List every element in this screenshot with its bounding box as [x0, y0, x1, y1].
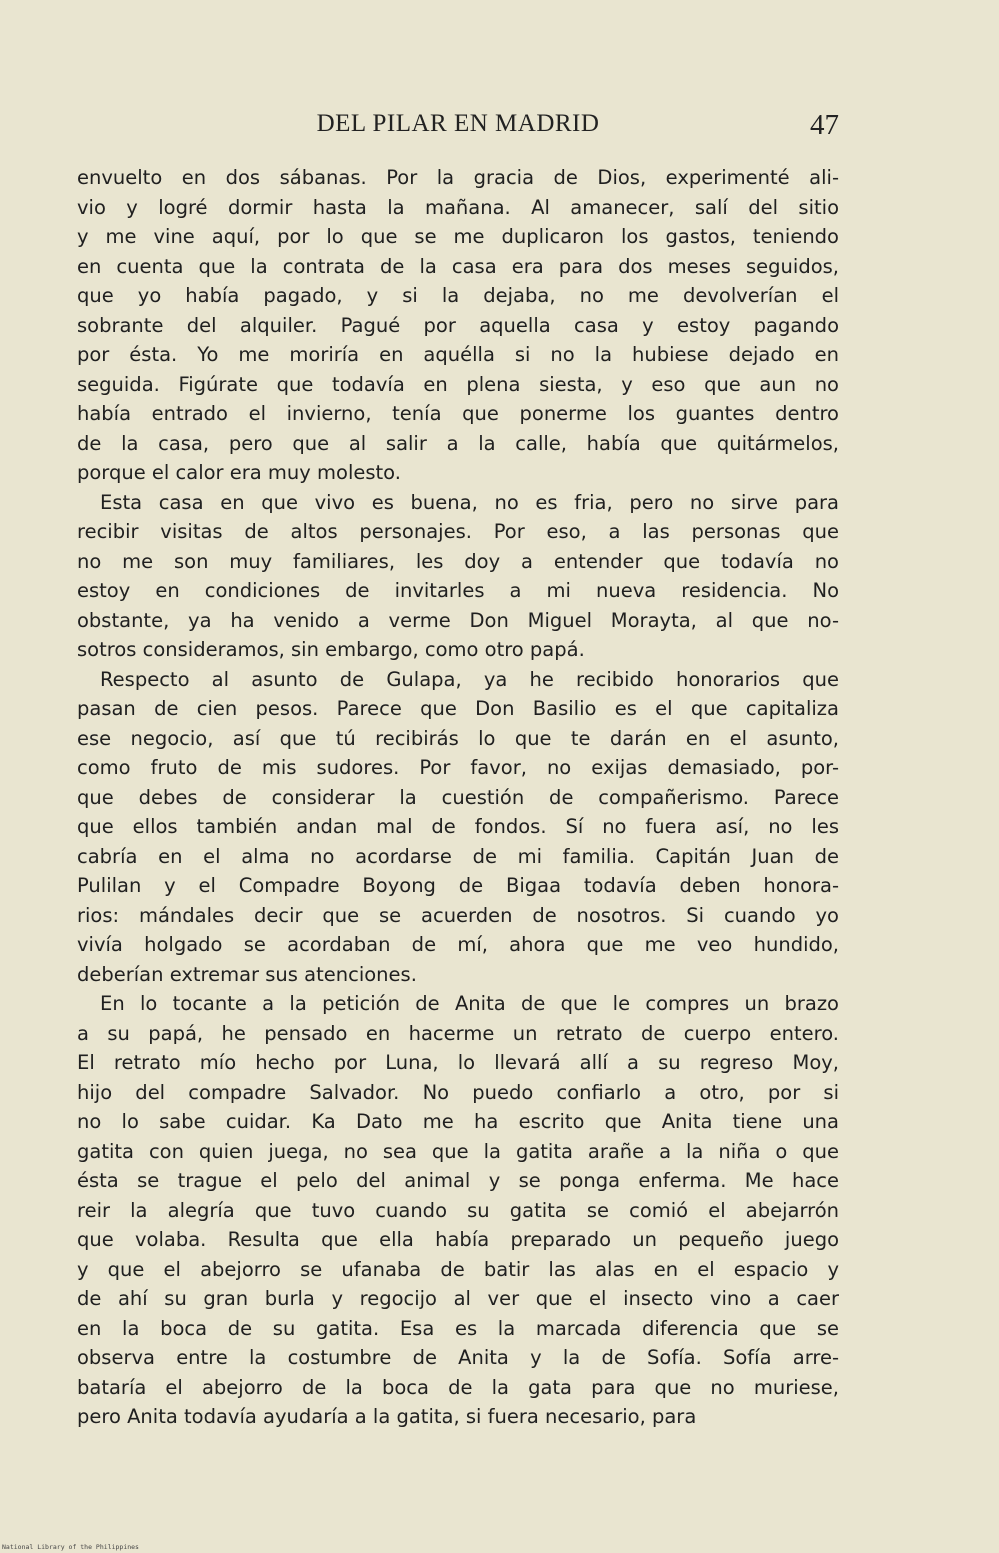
- page-header: [77, 104, 839, 144]
- text-line: Pulilan y el Compadre Boyong de Bigaa todavía deben honora-: [77, 874, 839, 897]
- text-line: no lo sabe cuidar. Ka Dato me ha escrito que Anita tiene una: [77, 1110, 839, 1133]
- text-line: obstante, ya ha venido a verme Don Miguel Morayta, al que no-: [77, 608, 839, 632]
- text-line: sobrante del alquiler. Pagué por aquella casa y estoy pagando: [77, 313, 839, 337]
- text-line: y que el abejorro se ufanaba de batir las alas en el espacio y: [77, 1257, 839, 1281]
- text-line: Esta casa en que vivo es buena, no es fria, pero no sirve para: [100, 490, 839, 514]
- text-line: bataría el abejorro de la boca de la gata para que no muriese,: [77, 1375, 839, 1399]
- text-line: ésta se trague el pelo del animal y se ponga enferma. Me hace: [77, 1169, 839, 1192]
- text-line: seguida. Figúrate que todavía en plena siesta, y eso que aun no: [77, 372, 839, 396]
- text-line: a su papá, he pensado en hacerme un retrato de cuerpo entero.: [77, 1021, 839, 1045]
- text-line: vivía holgado se acordaban de mí, ahora que me veo hundido,: [77, 933, 839, 956]
- text-line: Respecto al asunto de Gulapa, ya he recibido honorarios que: [100, 667, 839, 691]
- paragraph: [77, 665, 839, 990]
- text-line: de la casa, pero que al salir a la calle, había que quitármelos,: [77, 431, 839, 455]
- text-line: en cuenta que la contrata de la casa era para dos meses seguidos,: [77, 254, 839, 278]
- paragraph: [77, 989, 839, 1432]
- text-line: porque el calor era muy molesto.: [77, 461, 401, 484]
- text-line: que debes de considerar la cuestión de compañerismo. Parece: [77, 785, 839, 809]
- body-text: [77, 163, 839, 1432]
- text-line: por ésta. Yo me moriría en aquélla si no la hubiese dejado en: [77, 343, 839, 366]
- paragraph: [77, 488, 839, 665]
- page-number: 47: [810, 109, 839, 141]
- text-line: estoy en condiciones de invitarles a mi nueva residencia. No: [77, 579, 839, 602]
- text-line: recibir visitas de altos personajes. Por eso, a las personas que: [77, 520, 839, 543]
- text-line: no me son muy familiares, les doy a entender que todavía no: [77, 549, 839, 573]
- text-line: El retrato mío hecho por Luna, lo llevará allí a su regreso Moy,: [77, 1051, 839, 1074]
- text-line: En lo tocante a la petición de Anita de que le compres un brazo: [100, 992, 839, 1015]
- text-line: que yo había pagado, y si la dejaba, no me devolverían el: [77, 284, 839, 307]
- text-line: hijo del compadre Salvador. No puedo confiarlo a otro, por si: [77, 1080, 839, 1104]
- text-line: gatita con quien juega, no sea que la gatita arañe a la niña o que: [77, 1139, 839, 1163]
- text-line: reir la alegría que tuvo cuando su gatita se comió el abejarrón: [77, 1198, 839, 1222]
- text-line: ese negocio, así que tú recibirás lo que te darán en el asunto,: [77, 726, 839, 750]
- text-line: pero Anita todavía ayudaría a la gatita, si fuera necesario, para: [77, 1405, 697, 1428]
- text-line: como fruto de mis sudores. Por favor, no exijas demasiado, por-: [77, 756, 839, 779]
- library-credit: National Library of the Philippines: [2, 1543, 139, 1551]
- text-line: vio y logré dormir hasta la mañana. Al amanecer, salí del sitio: [77, 195, 839, 219]
- paragraph: [77, 163, 839, 488]
- text-line: envuelto en dos sábanas. Por la gracia de Dios, experimenté ali-: [77, 166, 839, 189]
- text-line: rios: mándales decir que se acuerden de nosotros. Si cuando yo: [77, 903, 839, 927]
- text-line: que ellos también andan mal de fondos. Sí no fuera así, no les: [77, 815, 839, 838]
- text-line: deberían extremar sus atenciones.: [77, 962, 417, 986]
- text-line: que volaba. Resulta que ella había preparado un pequeño juego: [77, 1228, 839, 1251]
- text-line: cabría en el alma no acordarse de mi familia. Capitán Juan de: [77, 844, 839, 868]
- text-line: observa entre la costumbre de Anita y la de Sofía. Sofía arre-: [77, 1346, 839, 1369]
- text-line: pasan de cien pesos. Parece que Don Basilio es el que capitaliza: [77, 697, 839, 720]
- text-line: de ahí su gran burla y regocijo al ver que el insecto vino a caer: [77, 1287, 839, 1310]
- text-line: sotros consideramos, sin embargo, como otro papá.: [77, 638, 585, 661]
- text-line: había entrado el invierno, tenía que ponerme los guantes dentro: [77, 402, 839, 425]
- text-line: en la boca de su gatita. Esa es la marcada diferencia que se: [77, 1316, 839, 1340]
- text-line: y me vine aquí, por lo que se me duplicaron los gastos, teniendo: [77, 225, 839, 248]
- running-title: DEL PILAR EN MADRID: [316, 110, 600, 137]
